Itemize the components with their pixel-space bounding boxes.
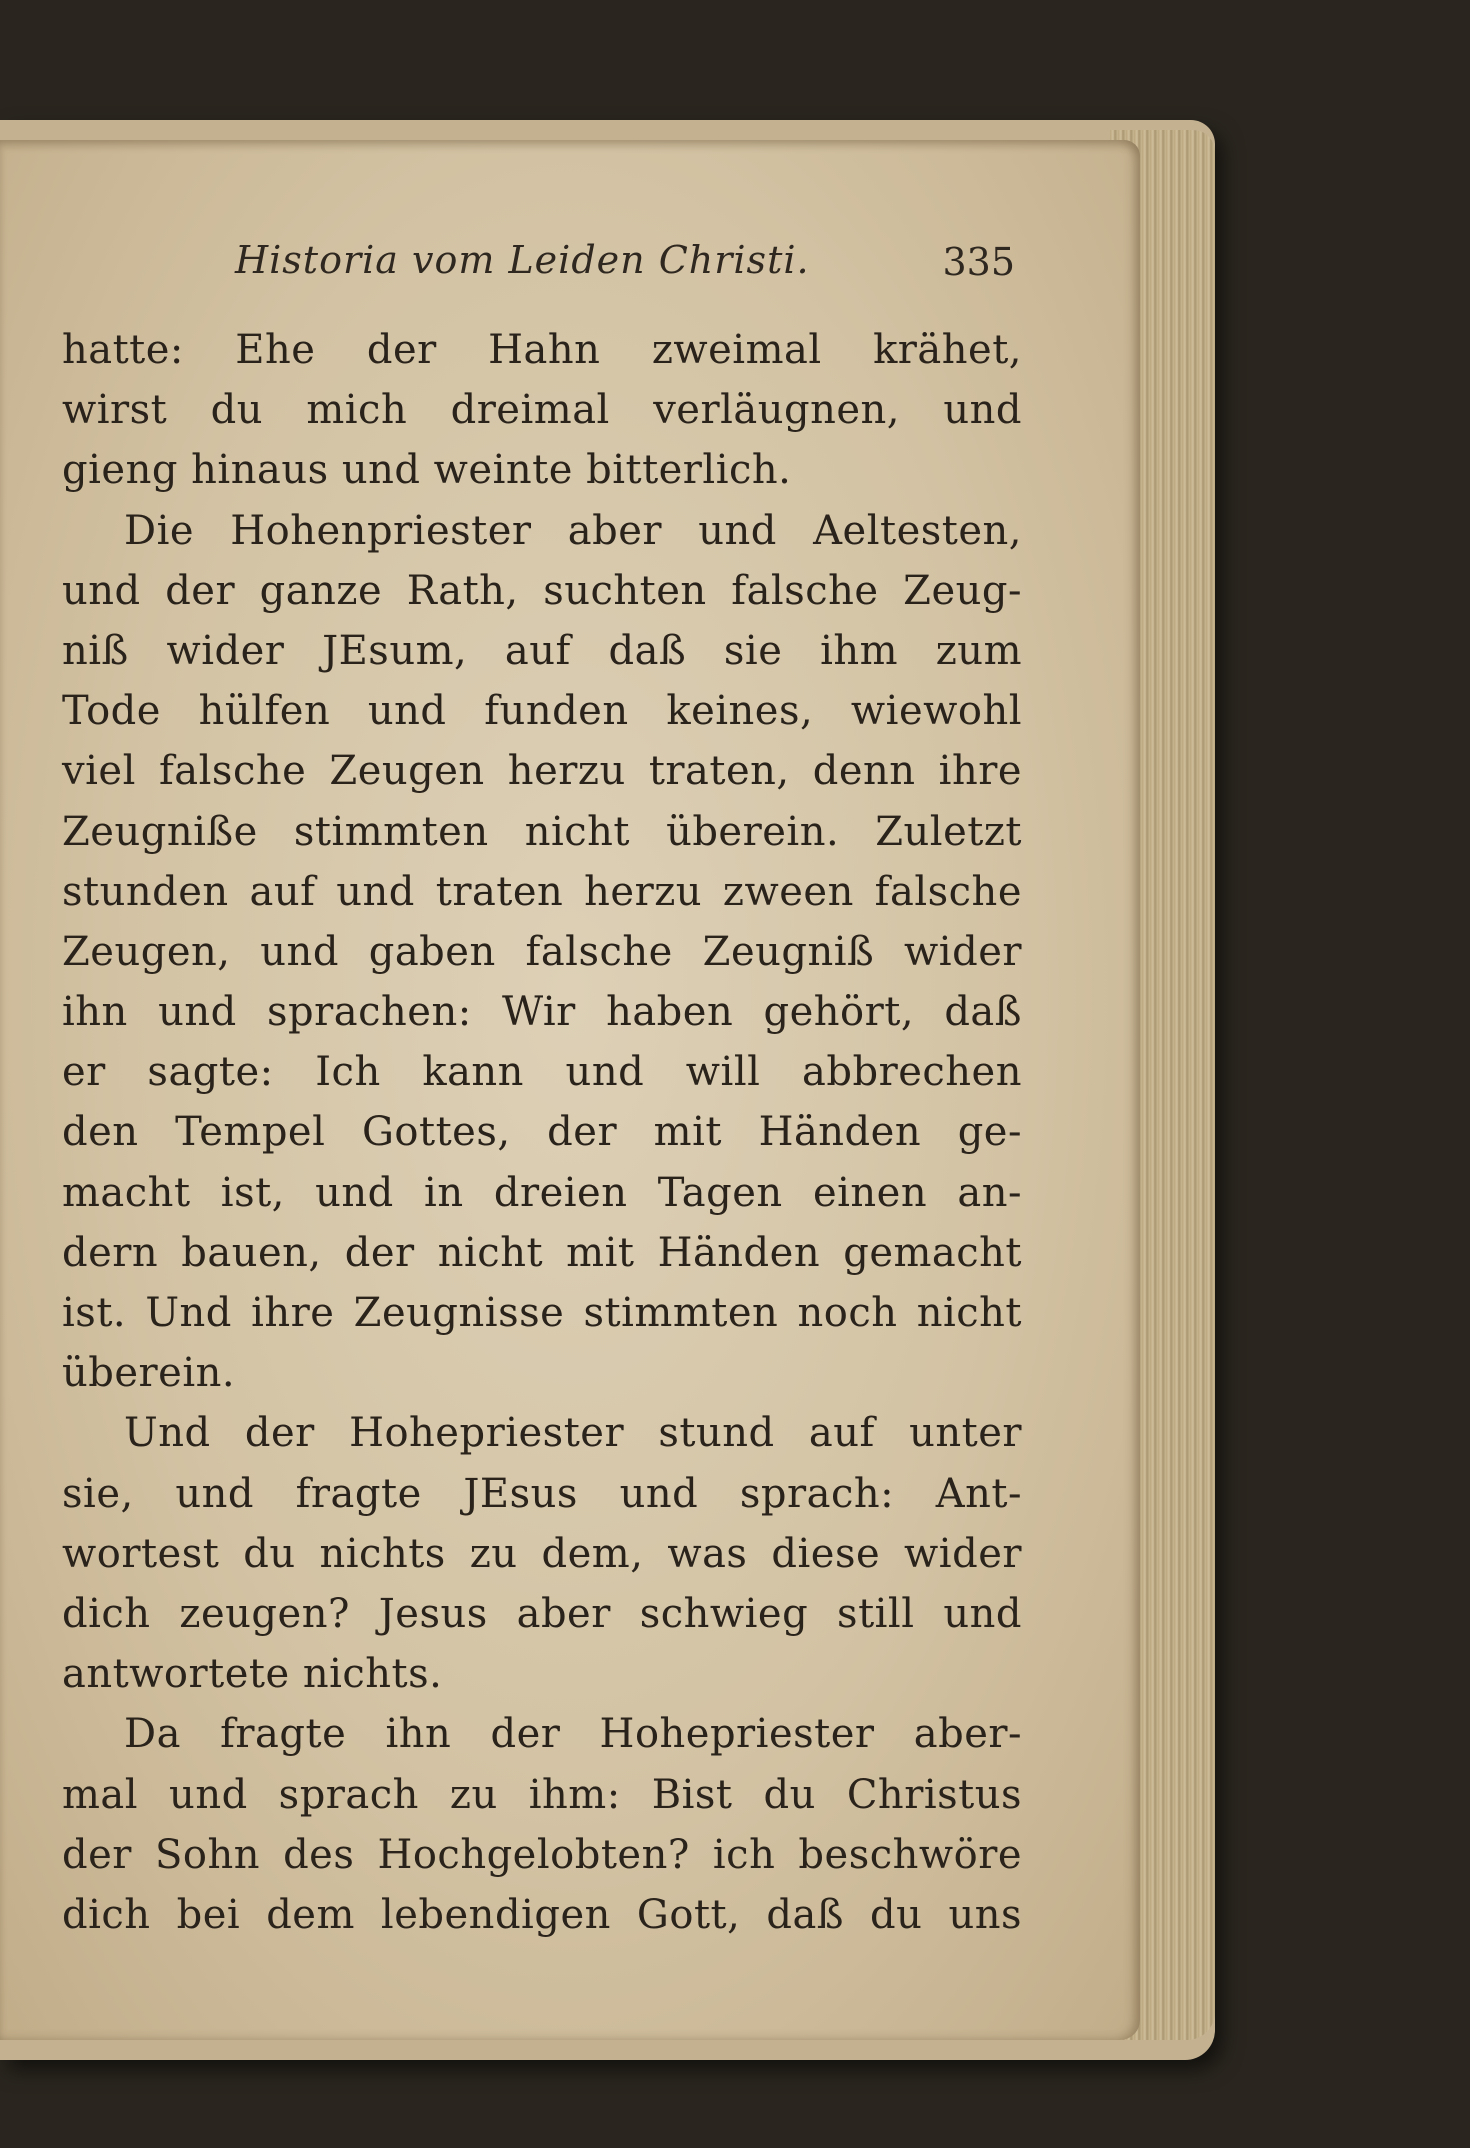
text-line: wortest du nichts zu dem, was diese wider <box>62 1530 1022 1577</box>
text-line: Zeugniße stimmten nicht überein. Zuletzt <box>62 808 1022 855</box>
text-line: Zeugen, und gaben falsche Zeugniß wider <box>62 928 1022 975</box>
page-number: 335 <box>942 240 1015 284</box>
text-line: dich bei dem lebendigen Gott, daß du uns <box>62 1891 1022 1938</box>
text-line: dich zeugen? Jesus aber schwieg still und <box>62 1590 1022 1637</box>
text-line: und der ganze Rath, suchten falsche Zeug- <box>62 567 1022 614</box>
text-line: Die Hohenpriester aber und Aeltesten, <box>124 507 1022 554</box>
text-line: ist. Und ihre Zeugnisse stimmten noch nicht <box>62 1290 1022 1336</box>
text-line: gieng hinaus und weinte bitterlich. <box>62 447 792 494</box>
text-line: Und der Hohepriester stund auf unter <box>124 1410 1022 1457</box>
text-line: niß wider JEsum, auf daß sie ihm zum <box>62 627 1022 674</box>
text-line: stunden auf und traten herzu zween falsche <box>62 868 1022 915</box>
text-line: er sagte: Ich kann und will abbrechen <box>62 1049 1022 1096</box>
text-line: überein. <box>62 1350 236 1397</box>
text-line: Da fragte ihn der Hohepriester aber- <box>124 1711 1022 1758</box>
text-line: macht ist, und in dreien Tagen einen an- <box>62 1169 1022 1216</box>
text-line: mal und sprach zu ihm: Bist du Christus <box>62 1771 1022 1818</box>
running-title: Historia vom Leiden Christi. <box>235 238 810 282</box>
text-line: ihn und sprachen: Wir haben gehört, daß <box>62 989 1022 1036</box>
text-line: hatte: Ehe der Hahn zweimal krähet, <box>62 327 1022 373</box>
text-line: den Tempel Gottes, der mit Händen ge- <box>62 1109 1022 1156</box>
page-header <box>235 238 1015 298</box>
text-line: antwortete nichts. <box>62 1651 443 1698</box>
text-line: sie, und fragte JEsus und sprach: Ant- <box>62 1470 1022 1517</box>
text-line: der Sohn des Hochgelobten? ich beschwöre <box>62 1831 1022 1878</box>
text-line: dern bauen, der nicht mit Händen gemacht <box>62 1229 1022 1276</box>
text-line: viel falsche Zeugen herzu traten, denn ihre <box>62 748 1022 795</box>
body-text <box>62 320 1022 1945</box>
text-line: Tode hülfen und funden keines, wiewohl <box>62 688 1022 735</box>
text-line: wirst du mich dreimal verläugnen, und <box>62 387 1022 434</box>
